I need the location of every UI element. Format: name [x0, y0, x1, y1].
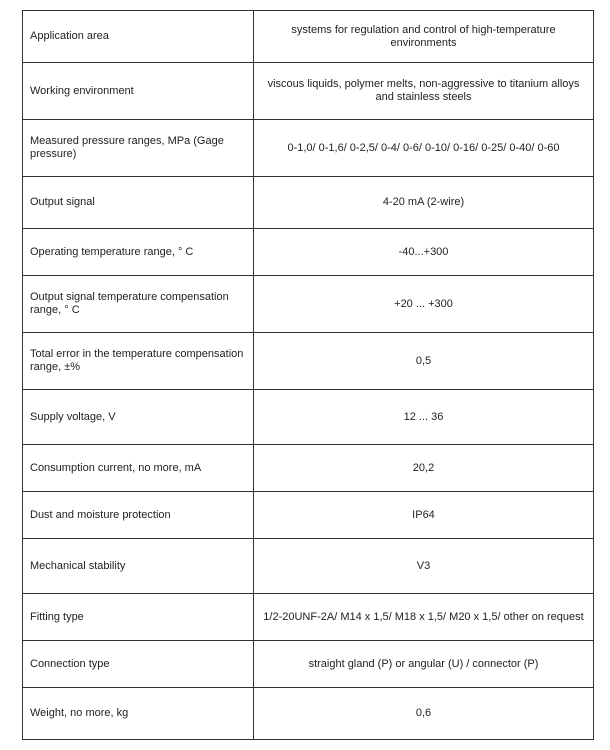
spec-value: 12 ... 36	[254, 390, 594, 445]
spec-parameter: Weight, no more, kg	[23, 688, 254, 740]
spec-row-weight	[23, 688, 594, 740]
spec-row-compensation-range	[23, 276, 594, 333]
spec-row-working-environment	[23, 63, 594, 120]
spec-row-total-error	[23, 333, 594, 390]
spec-value: 0-1,0/ 0-1,6/ 0-2,5/ 0-4/ 0-6/ 0-10/ 0-16/ 0-25/ 0-40/ 0-60	[254, 120, 594, 177]
spec-parameter: Output signal temperature compensation range, ° C	[23, 276, 254, 333]
spec-parameter: Supply voltage, V	[23, 390, 254, 445]
spec-row-application-area	[23, 11, 594, 63]
spec-row-operating-temperature	[23, 229, 594, 276]
specifications-table	[22, 10, 594, 740]
spec-value: 20,2	[254, 445, 594, 492]
spec-value: viscous liquids, polymer melts, non-aggressive to titanium alloys and stainless steels	[254, 63, 594, 120]
spec-parameter: Consumption current, no more, mA	[23, 445, 254, 492]
spec-value: IP64	[254, 492, 594, 539]
spec-value: -40...+300	[254, 229, 594, 276]
spec-parameter: Application area	[23, 11, 254, 63]
spec-parameter: Working environment	[23, 63, 254, 120]
spec-parameter: Mechanical stability	[23, 539, 254, 594]
spec-row-fitting-type	[23, 594, 594, 641]
spec-parameter: Dust and moisture protection	[23, 492, 254, 539]
spec-row-connection-type	[23, 641, 594, 688]
spec-parameter: Measured pressure ranges, MPa (Gage pressure)	[23, 120, 254, 177]
spec-value: 0,5	[254, 333, 594, 390]
spec-value: V3	[254, 539, 594, 594]
spec-value: 4-20 mA (2-wire)	[254, 177, 594, 229]
spec-parameter: Connection type	[23, 641, 254, 688]
spec-parameter: Total error in the temperature compensation range, ±%	[23, 333, 254, 390]
spec-row-output-signal	[23, 177, 594, 229]
spec-value: 0,6	[254, 688, 594, 740]
spec-row-mechanical-stability	[23, 539, 594, 594]
spec-row-dust-moisture	[23, 492, 594, 539]
spec-value: +20 ... +300	[254, 276, 594, 333]
spec-row-supply-voltage	[23, 390, 594, 445]
spec-parameter: Fitting type	[23, 594, 254, 641]
spec-row-pressure-ranges	[23, 120, 594, 177]
spec-parameter: Output signal	[23, 177, 254, 229]
spec-value: straight gland (P) or angular (U) / connector (P)	[254, 641, 594, 688]
spec-value: 1/2-20UNF-2A/ M14 x 1,5/ M18 x 1,5/ M20 x 1,5/ other on request	[254, 594, 594, 641]
spec-parameter: Operating temperature range, ° C	[23, 229, 254, 276]
spec-value: systems for regulation and control of high-temperature environments	[254, 11, 594, 63]
spec-row-consumption-current	[23, 445, 594, 492]
